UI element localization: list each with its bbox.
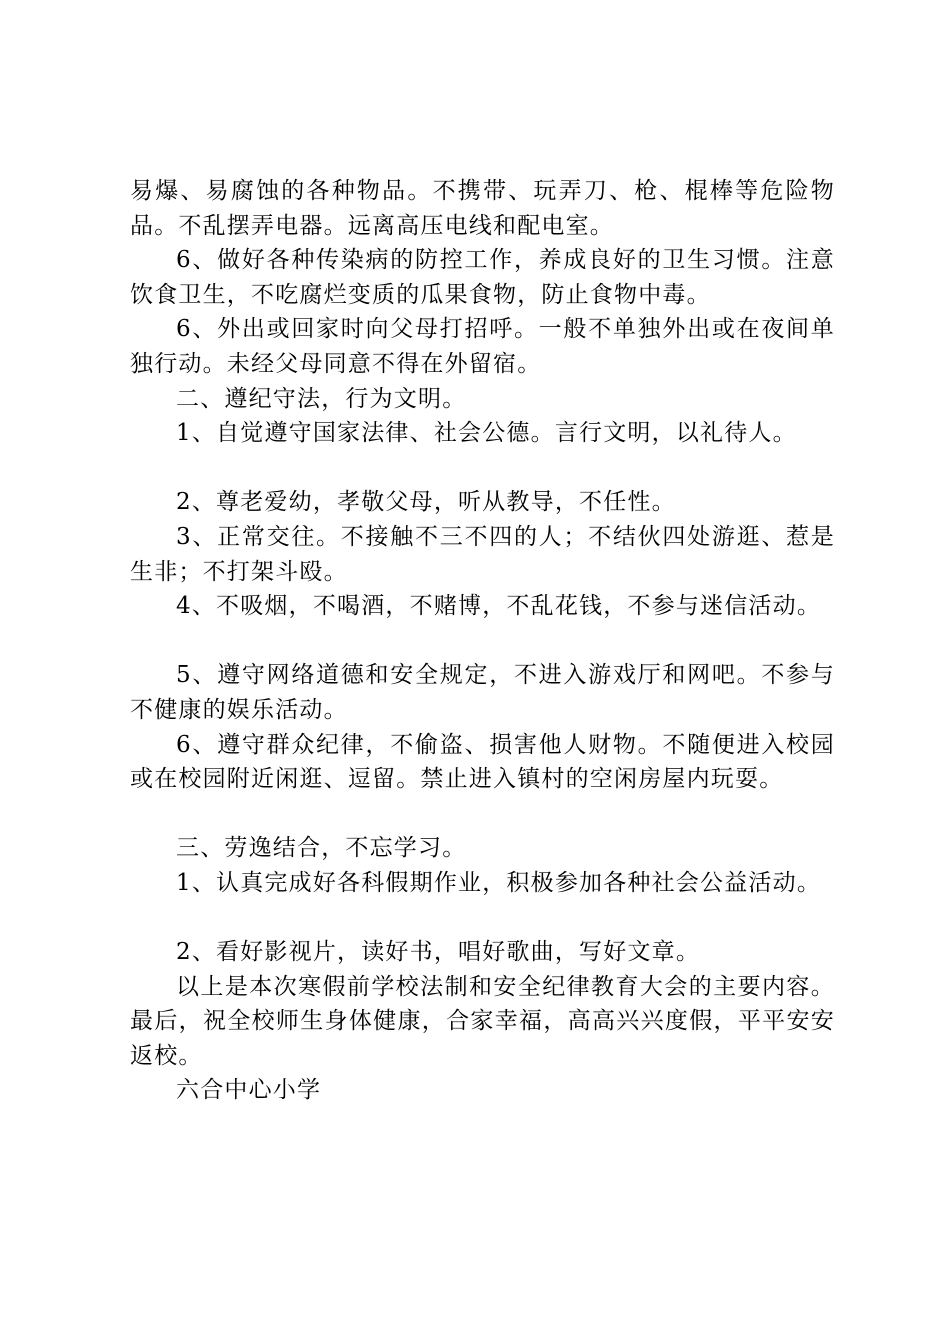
paragraph-study-2: 2、看好影视片，读好书，唱好歌曲，写好文章。 — [176, 939, 701, 966]
paragraph-continuation: 易爆、易腐蚀的各种物品。不携带、玩弄刀、枪、棍棒等危险物品。不乱摆弄电器。远离高压电线和配电室。 — [130, 178, 835, 239]
paragraph-law-3: 3、正常交往。不接触不三不四的人；不结伙四处游逛、惹是生非；不打架斗殴。 — [130, 523, 835, 585]
signature-school-name: 六合中心小学 — [176, 1077, 322, 1104]
section-heading-3: 三、劳逸结合，不忘学习。 — [176, 835, 467, 862]
paragraph-law-2: 2、尊老爱幼，孝敬父母，听从教导，不任性。 — [176, 489, 676, 516]
paragraph-study-1: 1、认真完成好各科假期作业，积极参加各种社会公益活动。 — [176, 869, 822, 896]
paragraph-law-4: 4、不吸烟，不喝酒，不赌博，不乱花钱，不参与迷信活动。 — [176, 593, 822, 620]
paragraph-disease-prevention: 6、做好各种传染病的防控工作，养成良好的卫生习惯。注意饮食卫生，不吃腐烂变质的瓜果食物，防止食物中毒。 — [130, 247, 835, 308]
paragraph-going-out: 6、外出或回家时向父母打招呼。一般不单独外出或在夜间单独行动。未经父母同意不得在外留宿。 — [130, 316, 835, 377]
document-body — [130, 174, 835, 1108]
paragraph-law-1: 1、自觉遵守国家法律、社会公德。言行文明，以礼待人。 — [176, 420, 797, 447]
paragraph-law-5: 5、遵守网络道德和安全规定，不进入游戏厅和网吧。不参与不健康的娱乐活动。 — [130, 662, 835, 723]
section-heading-2: 二、遵纪守法，行为文明。 — [176, 385, 467, 412]
paragraph-closing: 以上是本次寒假前学校法制和安全纪律教育大会的主要内容。最后，祝全校师生身体健康，合家幸福，高高兴兴度假，平平安安返校。 — [130, 973, 835, 1069]
paragraph-law-6: 6、遵守群众纪律，不偷盗、损害他人财物。不随便进入校园或在校园附近闲逛、逗留。禁止进入镇村的空闲房屋内玩耍。 — [130, 731, 835, 793]
